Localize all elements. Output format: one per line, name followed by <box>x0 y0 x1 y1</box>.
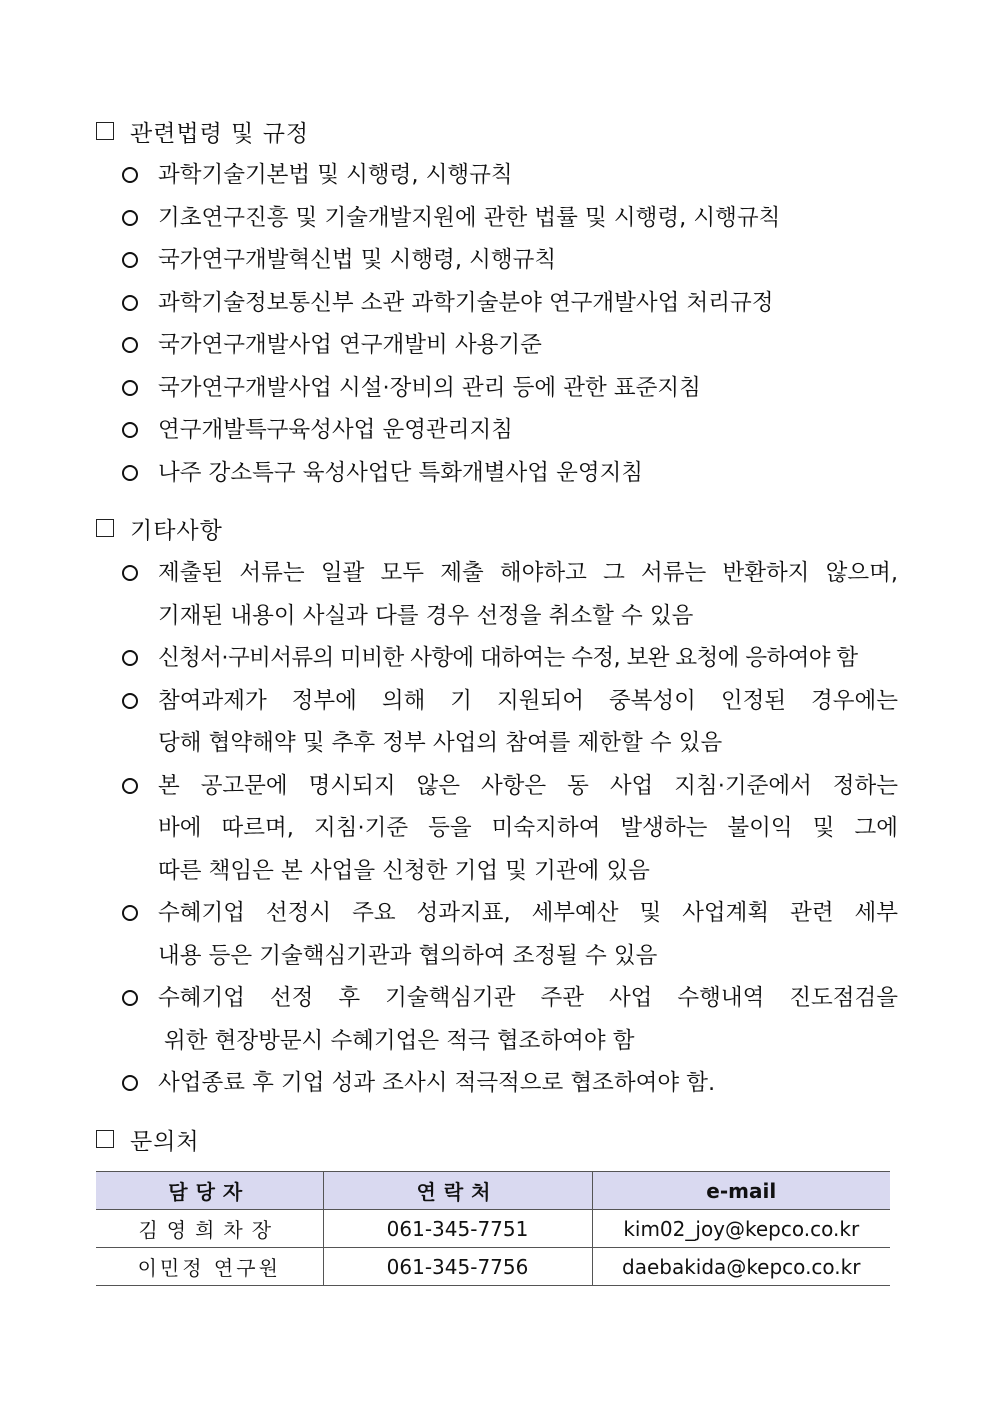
section-etc-title: 기타사항 <box>130 517 223 544</box>
section-laws-header <box>96 116 309 146</box>
circle-bullet-icon <box>122 565 138 581</box>
contact-phone: 061-345-7751 <box>323 1210 592 1248</box>
circle-bullet-icon <box>122 465 138 481</box>
etc-item-line: 기재된 내용이 사실과 다를 경우 선정을 취소할 수 있음 <box>158 602 694 629</box>
section-contact-header <box>96 1124 200 1154</box>
circle-bullet-icon <box>122 778 138 794</box>
contact-email[interactable]: daebakida@kepco.co.kr <box>592 1248 890 1286</box>
contact-name: 이민정 연구원 <box>96 1248 323 1286</box>
contact-name: 김영희차장 <box>96 1210 323 1248</box>
etc-item-line: 바에 따르며, 지침·기준 등을 미숙지하여 발생하는 불이익 및 그에 <box>158 815 898 841</box>
checkbox-square-icon <box>96 122 114 140</box>
etc-item-line: 따른 책임은 본 사업을 신청한 기업 및 기관에 있음 <box>158 857 650 884</box>
circle-bullet-icon <box>122 167 138 183</box>
law-item-text: 국가연구개발사업 연구개발비 사용기준 <box>158 332 542 358</box>
circle-bullet-icon <box>122 990 138 1006</box>
column-header-email: e-mail <box>592 1172 890 1210</box>
contact-table <box>96 1171 890 1286</box>
etc-item-line: 수혜기업 선정 후 기술핵심기관 주관 사업 수행내역 진도점검을 <box>158 985 898 1011</box>
contact-email[interactable]: kim02_joy@kepco.co.kr <box>592 1210 890 1248</box>
table-header-row <box>96 1172 890 1210</box>
etc-item-line: 수혜기업 선정시 주요 성과지표, 세부예산 및 사업계획 관련 세부 <box>158 900 898 926</box>
column-header-person: 담당자 <box>96 1172 323 1210</box>
law-item-text: 과학기술정보통신부 소관 과학기술분야 연구개발사업 처리규정 <box>158 289 774 316</box>
law-item-text: 나주 강소특구 육성사업단 특화개별사업 운영지침 <box>158 459 644 486</box>
circle-bullet-icon <box>122 1075 138 1091</box>
etc-item-line: 제출된 서류는 일괄 모두 제출 해야하고 그 서류는 반환하지 않으며, <box>158 560 898 586</box>
etc-item-line: 사업종료 후 기업 성과 조사시 적극적으로 협조하여야 함. <box>158 1070 716 1096</box>
law-item-text: 기초연구진흥 및 기술개발지원에 관한 법률 및 시행령, 시행규칙 <box>158 204 781 231</box>
etc-item-line: 당해 협약해약 및 추후 정부 사업의 참여를 제한할 수 있음 <box>158 730 723 756</box>
law-item-text: 국가연구개발사업 시설·장비의 관리 등에 관한 표준지침 <box>158 374 701 401</box>
etc-item-line: 본 공고문에 명시되지 않은 사항은 동 사업 지침·기준에서 정하는 <box>158 772 898 799</box>
contact-phone: 061-345-7756 <box>323 1248 592 1286</box>
etc-item-line: 위한 현장방문시 수혜기업은 적극 협조하여야 함 <box>164 1027 635 1054</box>
column-header-phone: 연락처 <box>323 1172 592 1210</box>
law-item-text: 과학기술기본법 및 시행령, 시행규칙 <box>158 162 513 188</box>
circle-bullet-icon <box>122 693 138 709</box>
table-row <box>96 1248 890 1286</box>
table-row <box>96 1210 890 1248</box>
etc-item-line: 신청서·구비서류의 미비한 사항에 대하여는 수정, 보완 요청에 응하여야 함 <box>158 645 858 671</box>
checkbox-square-icon <box>96 519 114 537</box>
law-item-text: 연구개발특구육성사업 운영관리지침 <box>158 417 513 443</box>
circle-bullet-icon <box>122 252 138 268</box>
circle-bullet-icon <box>122 337 138 353</box>
circle-bullet-icon <box>122 422 138 438</box>
etc-item-line: 참여과제가 정부에 의해 기 지원되어 중복성이 인정된 경우에는 <box>158 687 898 714</box>
etc-item-line: 내용 등은 기술핵심기관과 협의하여 조정될 수 있음 <box>158 942 658 969</box>
circle-bullet-icon <box>122 650 138 666</box>
circle-bullet-icon <box>122 295 138 311</box>
section-contact-title: 문의처 <box>130 1128 200 1155</box>
circle-bullet-icon <box>122 905 138 921</box>
circle-bullet-icon <box>122 210 138 226</box>
circle-bullet-icon <box>122 380 138 396</box>
section-laws-title: 관련법령 및 규정 <box>130 120 310 147</box>
checkbox-square-icon <box>96 1130 114 1148</box>
section-etc-header <box>96 513 223 543</box>
law-item-text: 국가연구개발혁신법 및 시행령, 시행규칙 <box>158 247 557 273</box>
